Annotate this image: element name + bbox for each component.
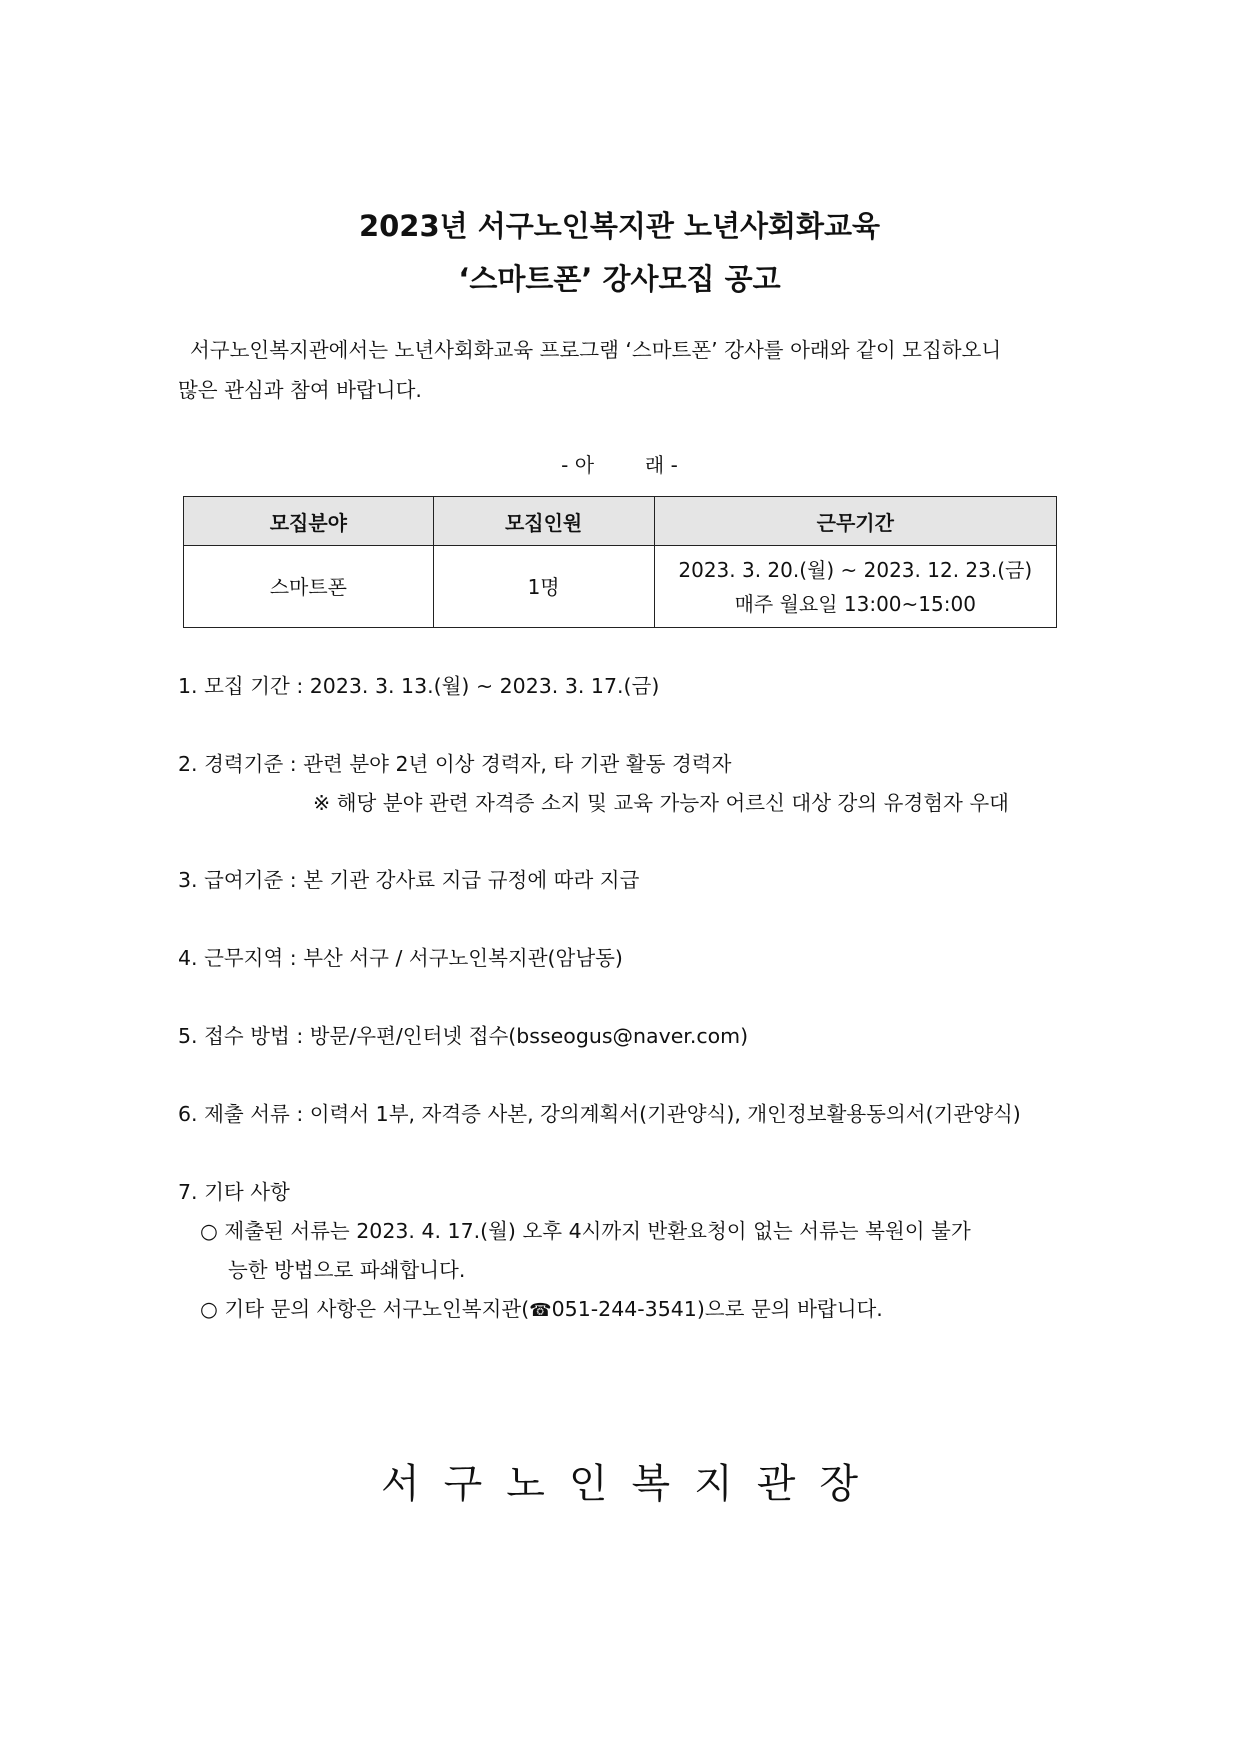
cell-field: 스마트폰 — [184, 546, 434, 628]
item-pay: 3. 급여기준 : 본 기관 강사료 지급 규정에 따라 지급 — [178, 868, 640, 892]
period-dates: 2023. 3. 20.(월) ~ 2023. 12. 23.(금) — [678, 557, 1033, 582]
item-application-method: 5. 접수 방법 : 방문/우편/인터넷 접수(bsseogus@naver.com) — [178, 1024, 749, 1048]
cell-period — [654, 546, 1056, 628]
item-experience: 2. 경력기준 : 관련 분야 2년 이상 경력자, 타 기관 활동 경력자 — [178, 752, 732, 776]
etc-bullet2-suffix: 051-244-3541)으로 문의 바랍니다. — [551, 1297, 883, 1321]
intro-paragraph — [178, 330, 1068, 410]
etc-bullet1-line1: ○ 제출된 서류는 2023. 4. 17.(월) 오후 4시까지 반환요청이 없는 서류는 복원이 불가 — [200, 1219, 971, 1243]
document-title-line1: 2023년 서구노인복지관 노년사회화교육 — [358, 209, 881, 243]
item-recruitment-period: 1. 모집 기간 : 2023. 3. 13.(월) ~ 2023. 3. 17.(금) — [178, 674, 660, 698]
item-etc: 7. 기타 사항 — [178, 1180, 290, 1204]
header-field: 모집분야 — [184, 497, 434, 546]
item-location: 4. 근무지역 : 부산 서구 / 서구노인복지관(암남동) — [178, 946, 623, 970]
etc-bullet2-prefix: ○ 기타 문의 사항은 서구노인복지관( — [200, 1297, 530, 1321]
item-experience-note: ※ 해당 분야 관련 자격증 소지 및 교육 가능자 어르신 대상 강의 유경험자 우대 — [313, 791, 1009, 815]
intro-line1: 서구노인복지관에서는 노년사회화교육 프로그램 ‘스마트폰’ 강사를 아래와 같이 모집하오니 — [190, 338, 1002, 362]
table-header-row — [184, 497, 1057, 546]
etc-bullet2 — [200, 1292, 883, 1322]
period-schedule: 매주 월요일 13:00~15:00 — [734, 591, 976, 616]
etc-bullet1-line2: 능한 방법으로 파쇄합니다. — [228, 1258, 466, 1282]
document-title-line2: ‘스마트폰’ 강사모집 공고 — [458, 262, 781, 296]
recruitment-table — [183, 496, 1057, 628]
signature: 서구노인복지관장 — [380, 1461, 883, 1507]
intro-line2: 많은 관심과 참여 바랍니다. — [178, 378, 422, 402]
phone-icon: ☎ — [529, 1300, 552, 1321]
item-documents: 6. 제출 서류 : 이력서 1부, 자격증 사본, 강의계획서(기관양식), 개인정보활용동의서(기관양식) — [178, 1102, 1021, 1126]
table-row — [184, 546, 1057, 628]
cell-count: 1명 — [433, 546, 654, 628]
section-marker: - 아 래 - — [561, 453, 678, 477]
header-count: 모집인원 — [433, 497, 654, 546]
header-period: 근무기간 — [654, 497, 1056, 546]
